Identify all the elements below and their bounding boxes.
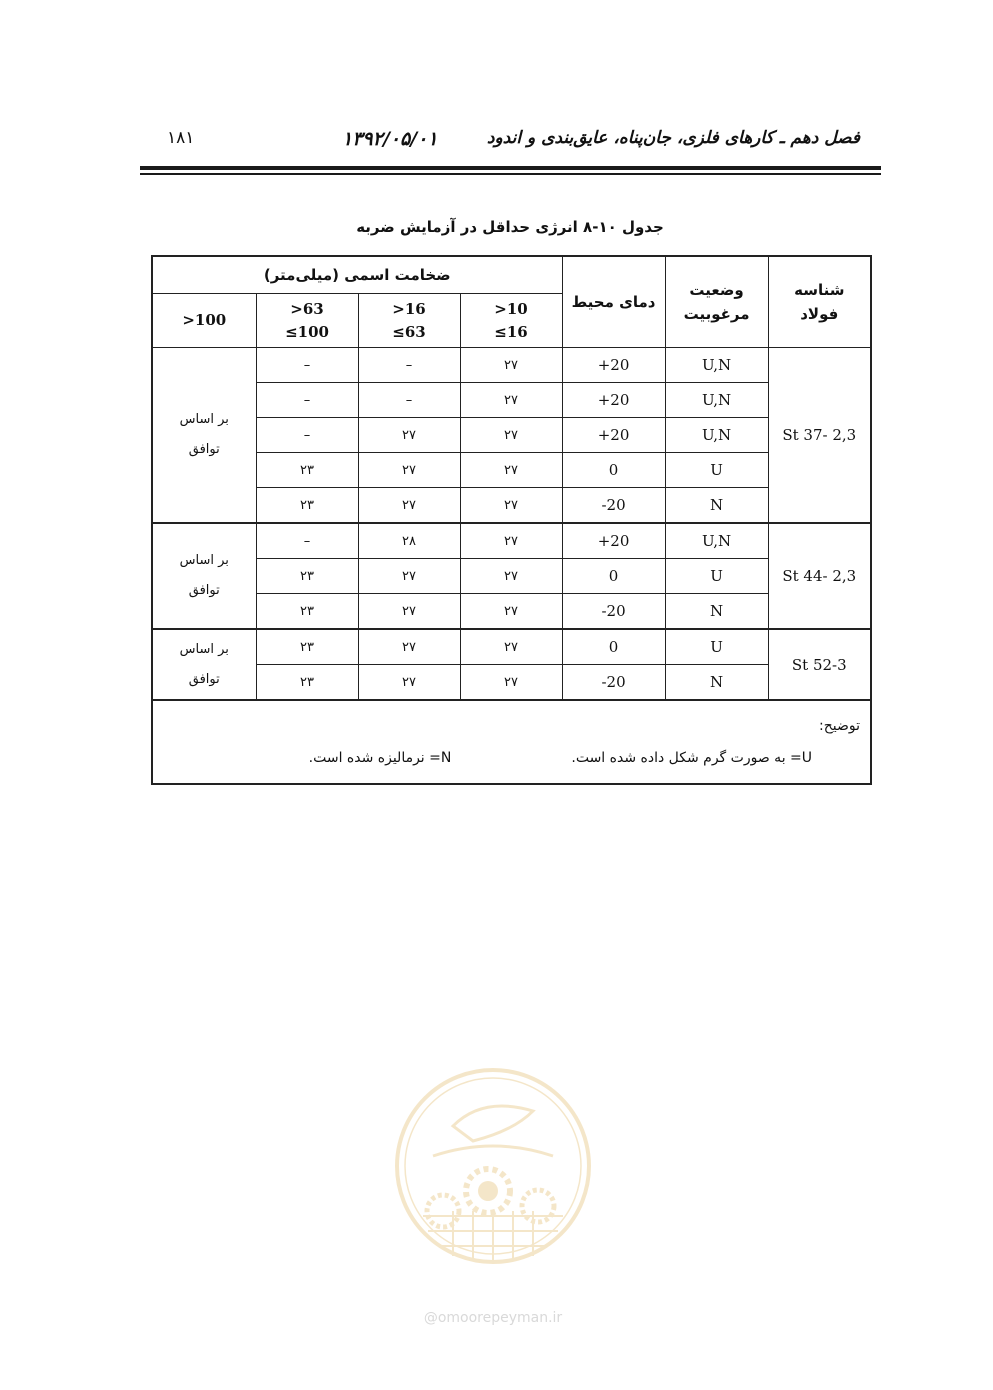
steel-grade-st44: St 44- 2,3 [768,523,871,629]
condition-cell: U,N [665,418,768,453]
energy-cell: ۲۳ [256,488,358,524]
header-temperature: دمای محیط [562,256,665,348]
condition-cell: U,N [665,348,768,383]
energy-cell: ۲۷ [460,348,562,383]
table-row [152,559,871,594]
energy-cell: ۲۷ [358,488,460,524]
temperature-cell: 0 [562,629,665,665]
table-row [152,383,871,418]
energy-cell: ۲۷ [460,559,562,594]
range-16-63: >16 ≤63 [358,294,460,348]
temperature-cell: -20 [562,488,665,524]
agreement-note: بر اساس توافق [152,348,256,524]
table-row [152,348,871,383]
header-rule-thin [140,173,881,175]
energy-cell: ۲۳ [256,629,358,665]
condition-cell: U,N [665,383,768,418]
range-63-100: >63 ≤100 [256,294,358,348]
range-over-100: >100 [152,294,256,348]
condition-cell: N [665,665,768,701]
header-rule-thick [140,166,881,170]
table-caption: جدول ۱۰-۸ انرژی حداقل در آزمایش ضربه [356,218,664,236]
impact-energy-table [151,255,872,785]
table-row [152,594,871,630]
temperature-cell: +20 [562,383,665,418]
condition-cell: U [665,559,768,594]
table-row [152,523,871,559]
header-thickness: ضخامت اسمی (میلی‌متر) [152,256,562,294]
steel-grade-st37: St 37- 2,3 [768,348,871,524]
energy-cell: ۲۷ [460,665,562,701]
temperature-cell: -20 [562,594,665,630]
energy-cell: ۲۷ [358,418,460,453]
temperature-cell: 0 [562,559,665,594]
publisher-logo-watermark [393,1066,593,1266]
energy-cell: ۲۷ [460,523,562,559]
temperature-cell: +20 [562,348,665,383]
page-number: ۱۸۱ [167,128,195,148]
table-row [152,665,871,701]
condition-cell: U [665,629,768,665]
energy-cell: – [358,383,460,418]
energy-cell: ۲۷ [460,418,562,453]
table-row [152,629,871,665]
chapter-title: فصل دهم ـ کارهای فلزی، جان‌پناه، عایق‌بندی و اندود [486,128,860,148]
energy-cell: ۲۷ [358,665,460,701]
energy-cell: ۲۷ [358,559,460,594]
energy-cell: ۲۳ [256,559,358,594]
notes-title: توضیح: [819,718,861,734]
table-row [152,418,871,453]
energy-cell: ۲۷ [358,453,460,488]
header-steel: شناسه فولاد [768,256,871,348]
energy-cell: – [256,523,358,559]
energy-cell: ۲۸ [358,523,460,559]
condition-cell: U,N [665,523,768,559]
energy-cell: ۲۷ [460,594,562,630]
document-date: ۱۳۹۲/۰۵/۰۱ [342,128,438,150]
note-n: N= نرمالیزه شده است. [308,750,452,766]
temperature-cell: 0 [562,453,665,488]
agreement-note: بر اساس توافق [152,523,256,629]
table-row [152,488,871,524]
energy-cell: – [256,348,358,383]
condition-cell: N [665,594,768,630]
energy-cell: ۲۷ [460,453,562,488]
note-u: U= به صورت گرم شکل داده شده است. [571,750,813,766]
energy-cell: ۲۷ [460,488,562,524]
energy-cell: ۲۳ [256,594,358,630]
energy-cell: ۲۳ [256,665,358,701]
range-10-16: >10 ≤16 [460,294,562,348]
condition-cell: N [665,488,768,524]
energy-cell: – [256,383,358,418]
temperature-cell: +20 [562,418,665,453]
temperature-cell: -20 [562,665,665,701]
table-notes [152,700,871,784]
agreement-note: بر اساس توافق [152,629,256,700]
energy-cell: ۲۷ [460,629,562,665]
header-condition: وضعیت مرغوبیت [665,256,768,348]
energy-cell: – [358,348,460,383]
notes-definitions [163,750,860,766]
energy-cell: – [256,418,358,453]
energy-cell: ۲۷ [358,594,460,630]
steel-grade-st52: St 52-3 [768,629,871,700]
watermark-url: @omoorepeyman.ir [423,1310,563,1326]
table-row [152,453,871,488]
energy-cell: ۲۷ [460,383,562,418]
temperature-cell: +20 [562,523,665,559]
energy-cell: ۲۳ [256,453,358,488]
condition-cell: U [665,453,768,488]
energy-cell: ۲۷ [358,629,460,665]
